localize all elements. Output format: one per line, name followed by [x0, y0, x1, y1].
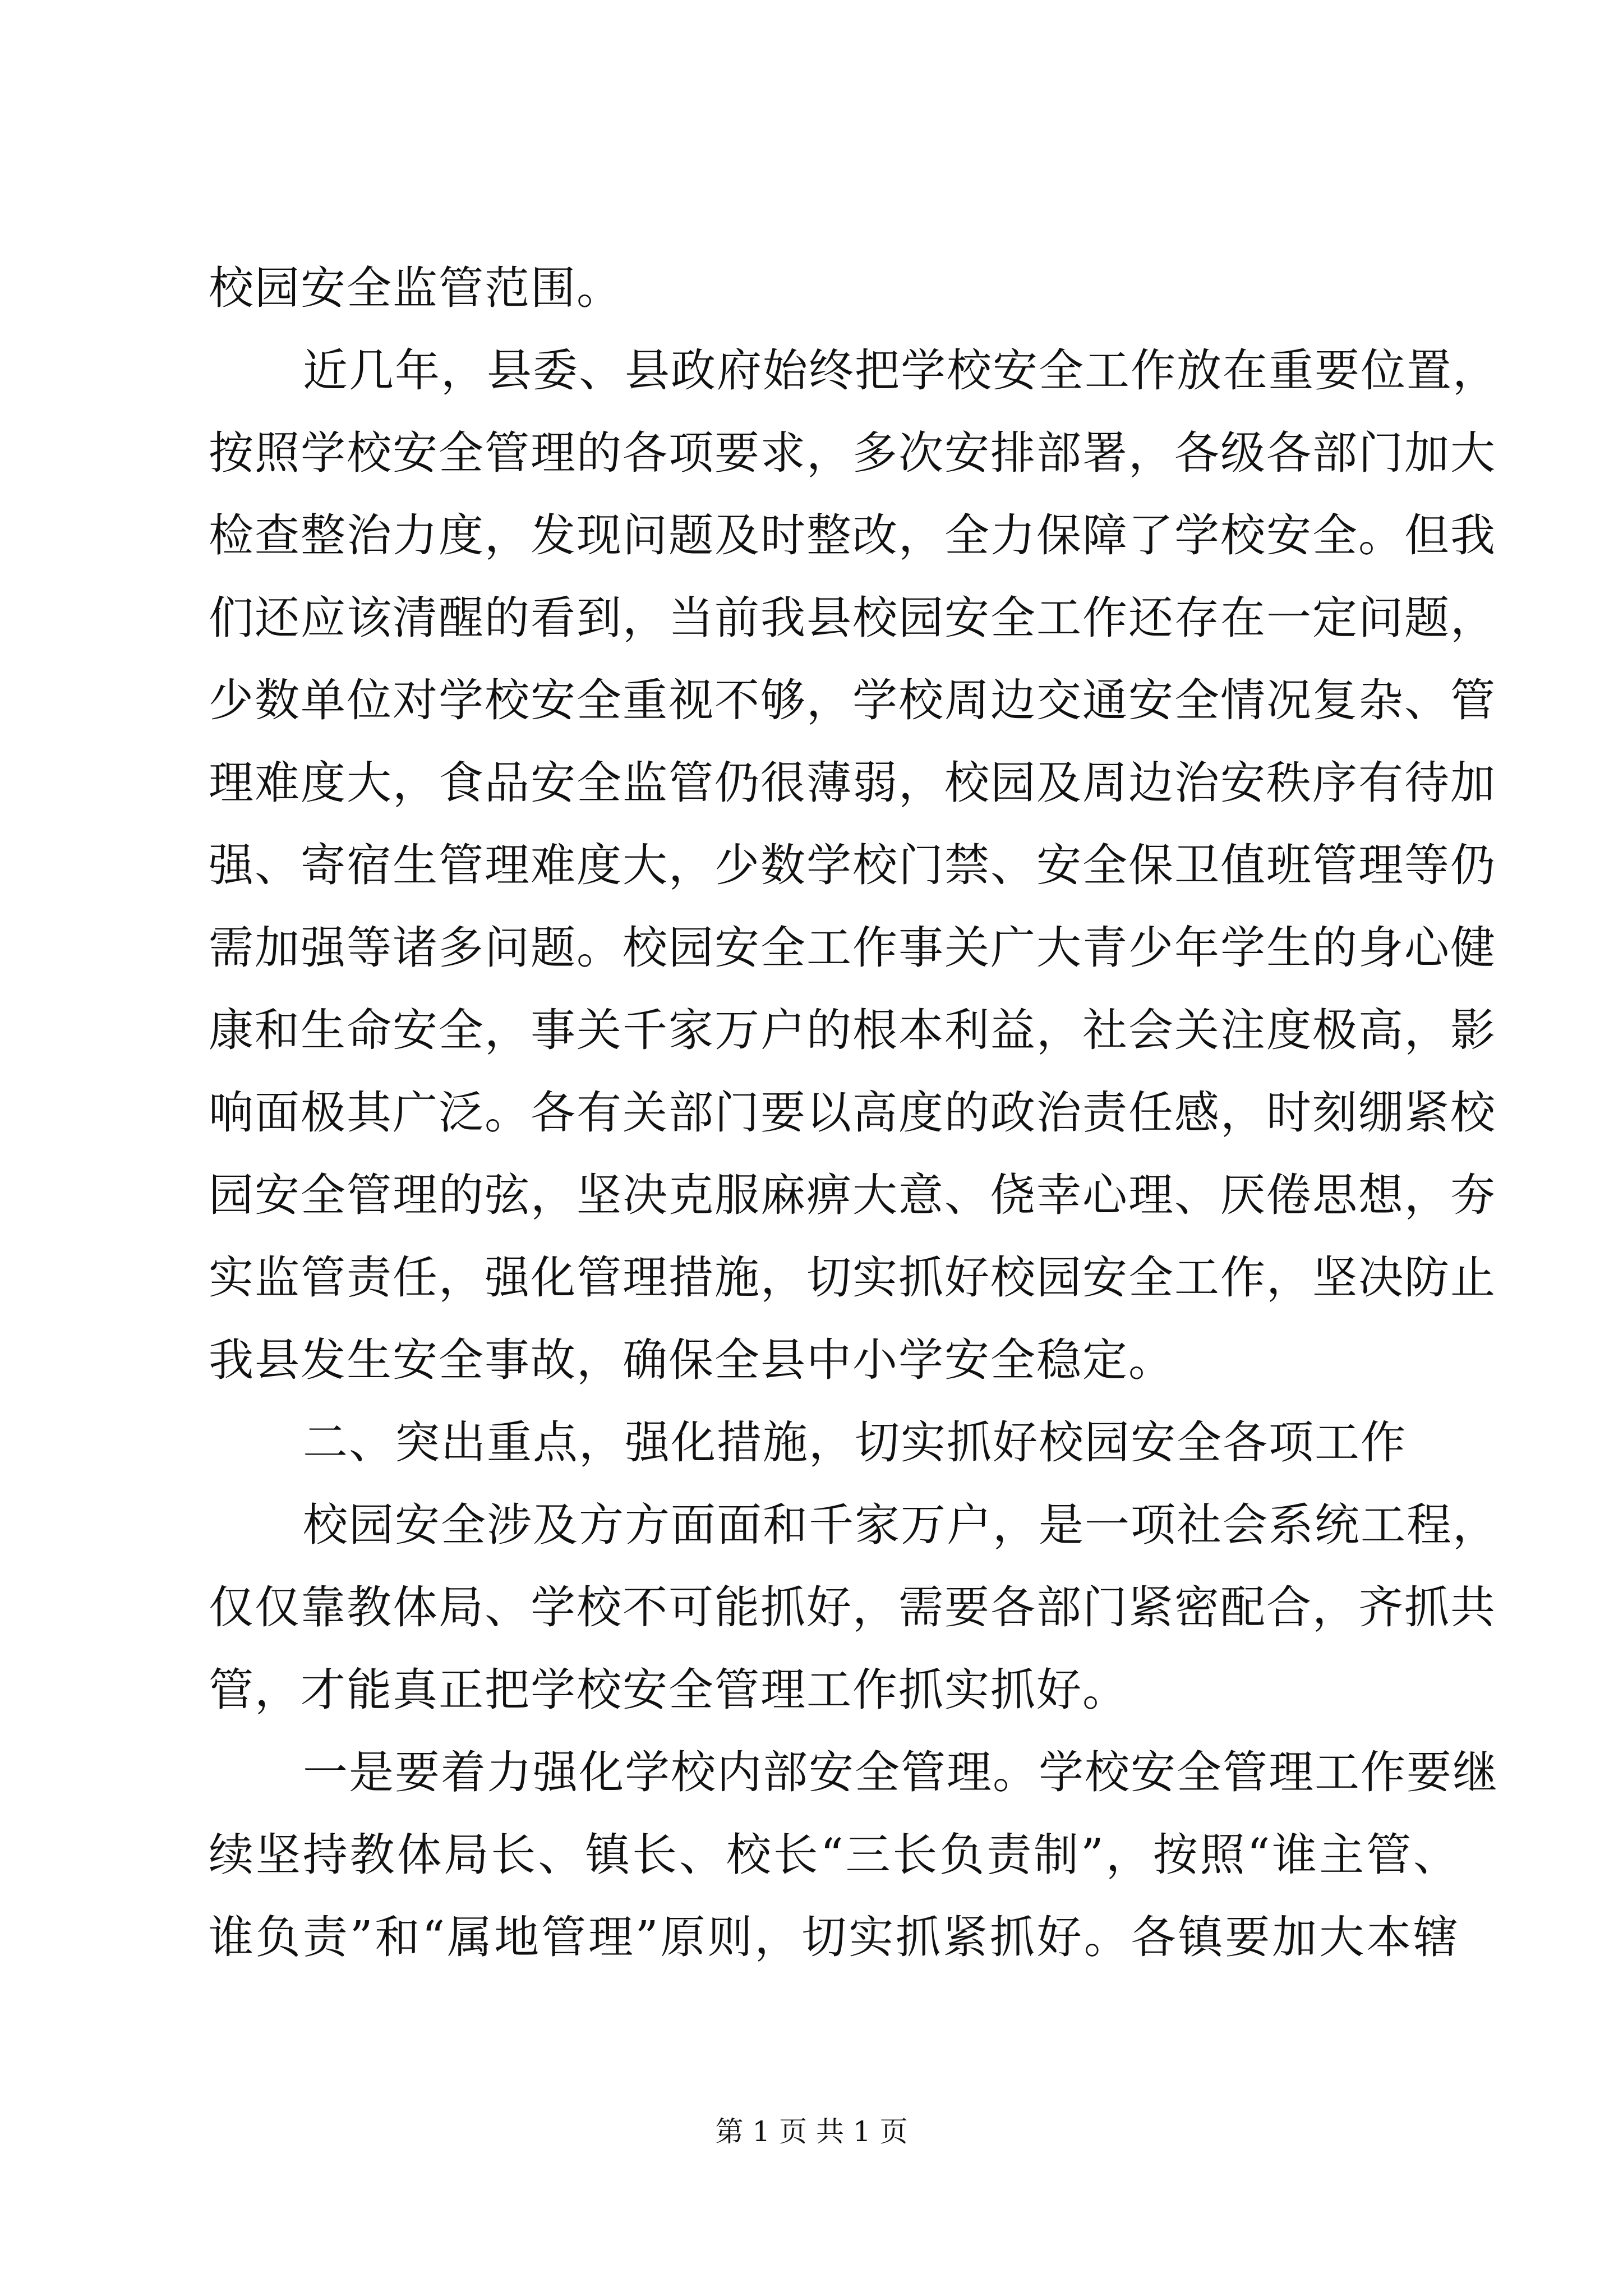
- text-line: 校园安全监管范围。: [209, 262, 623, 314]
- text-line: 理难度大，食品安全监管仍很薄弱，校园及周边治安秩序有待加: [209, 757, 1496, 809]
- text-line: 管，才能真正把学校安全管理工作抓实抓好。: [209, 1664, 1128, 1716]
- section-heading: 二、突出重点，强化措施，切实抓好校园安全各项工作: [303, 1416, 1407, 1469]
- text-line: 仅仅靠教体局、学校不可能抓好，需要各部门紧密配合，齐抓共: [209, 1581, 1496, 1634]
- text-line: 续坚持教体局长、镇长、校长“三长负责制”，按照“谁主管、: [209, 1829, 1459, 1881]
- text-line: 一是要着力强化学校内部安全管理。学校安全管理工作要继: [303, 1746, 1498, 1798]
- text-line: 强、寄宿生管理难度大，少数学校门禁、安全保卫值班管理等仍: [209, 839, 1496, 891]
- text-line: 按照学校安全管理的各项要求，多次安排部署，各级各部门加大: [209, 427, 1496, 479]
- text-line: 谁负责”和“属地管理”原则，切实抓紧抓好。各镇要加大本辖: [209, 1911, 1459, 1963]
- text-line: 我县发生安全事故，确保全县中小学安全稳定。: [209, 1334, 1174, 1386]
- text-line: 园安全管理的弦，坚决克服麻痹大意、侥幸心理、厌倦思想，夯: [209, 1169, 1496, 1221]
- text-line: 需加强等诸多问题。校园安全工作事关广大青少年学生的身心健: [209, 922, 1496, 974]
- text-line: 检查整治力度，发现问题及时整改，全力保障了学校安全。但我: [209, 509, 1496, 562]
- text-line: 响面极其广泛。各有关部门要以高度的政治责任感，时刻绷紧校: [209, 1087, 1496, 1139]
- text-line: 少数单位对学校安全重视不够，学校周边交通安全情况复杂、管: [209, 674, 1496, 726]
- text-line: 们还应该清醒的看到，当前我县校园安全工作还存在一定问题，: [209, 592, 1496, 644]
- document-body: [209, 247, 1498, 1978]
- text-line: 近几年，县委、县政府始终把学校安全工作放在重要位置，: [303, 344, 1498, 397]
- text-line: 实监管责任，强化管理措施，切实抓好校园安全工作，坚决防止: [209, 1251, 1496, 1304]
- text-line: 校园安全涉及方方面面和千家万户，是一项社会系统工程，: [303, 1499, 1498, 1551]
- page-number-footer: 第 1 页 共 1 页: [715, 2115, 908, 2148]
- text-line: 康和生命安全，事关千家万户的根本利益，社会关注度极高，影: [209, 1004, 1496, 1056]
